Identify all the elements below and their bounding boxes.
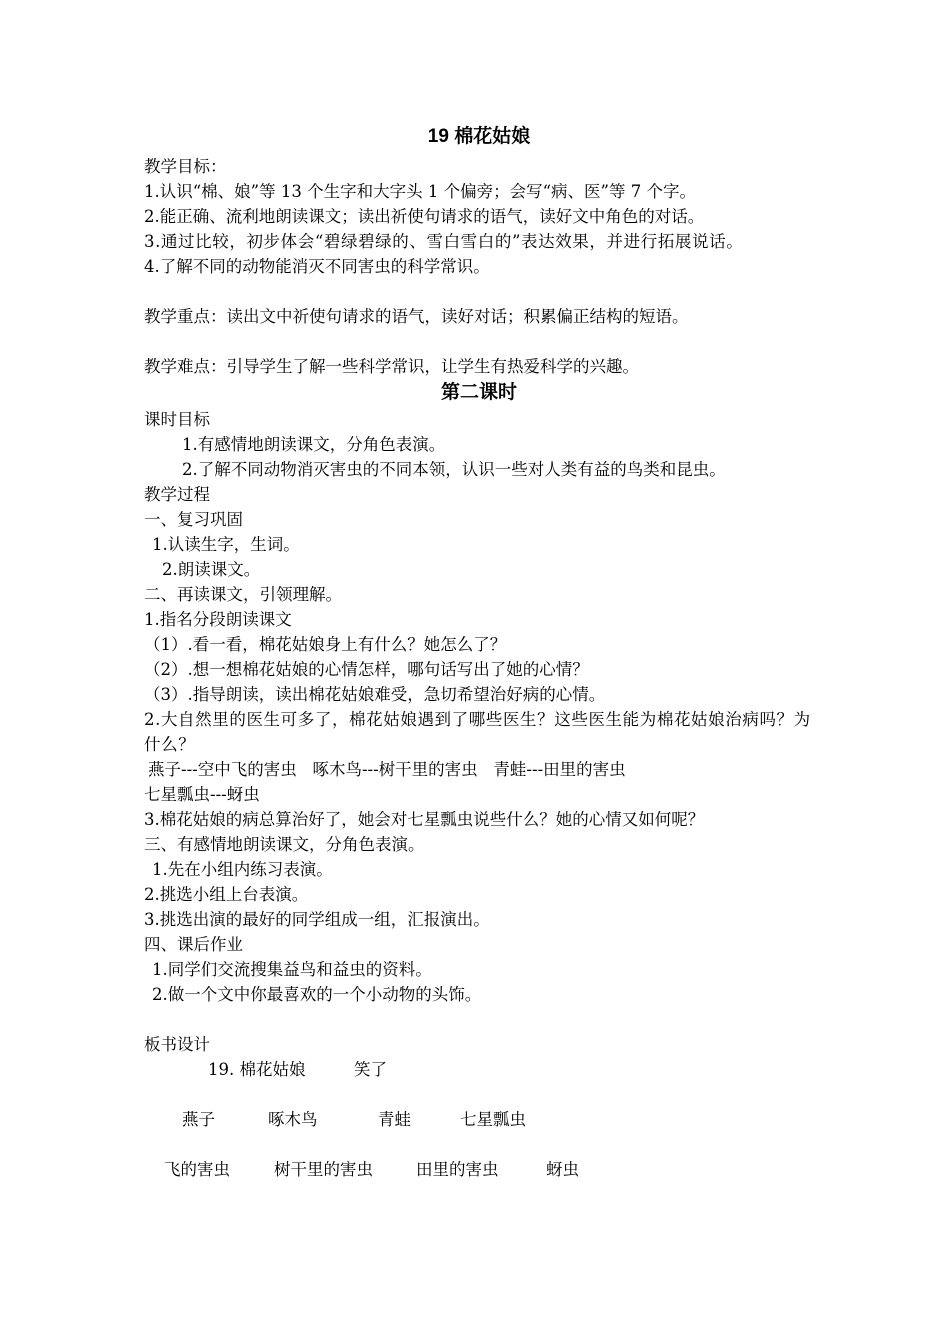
section-2-item-1: 1.指名分段朗读课文 [144,610,292,629]
board-smile: 笑了 [354,1060,387,1079]
spacer [144,329,814,354]
goal-item-4: 4.了解不同的动物能消灭不同害虫的科学常识。 [144,257,490,276]
board-title-row [144,1057,814,1082]
board-heading: 板书设计 [144,1035,210,1054]
section-2-item-2: 2.大自然里的医生可多了，棉花姑娘遇到了哪些医生？这些医生能为棉花姑娘治病吗？为什么？ [144,710,811,754]
goal-item-2: 2.能正确、流利地朗读课文；读出祈使句请求的语气，读好文中角色的对话。 [144,207,705,226]
lesson-goal-heading: 课时目标 [144,410,210,429]
goal-item-3: 3.通过比较，初步体会“碧绿碧绿的、雪白雪白的”表达效果，并进行拓展说话。 [144,232,744,251]
section-1-item-1: 1.认读生字，生词。 [152,535,300,554]
board-animal: 啄木鸟 [268,1110,318,1129]
section-2-sub-2: （2）.想一想棉花姑娘的心情怎样，哪句话写出了她的心情？ [144,660,589,679]
document-title: 19 棉花姑娘 [427,126,531,147]
board-pests-row [144,1157,814,1182]
board-animals-row [144,1107,814,1132]
section-3-item-1: 1.先在小组内练习表演。 [152,860,333,879]
goal-item-1: 1.认识“棉、娘”等 13 个生字和大字头 1 个偏旁；会写“病、医”等 7 个字。 [144,182,696,201]
section-1-item-2: 2.朗读课文。 [162,560,261,579]
board-pest: 蚜虫 [546,1160,579,1179]
section-4-item-2: 2.做一个文中你最喜欢的一个小动物的头饰。 [152,985,482,1004]
section-3-item-3: 3.挑选出演的最好的同学组成一组，汇报演出。 [144,910,490,929]
board-pest: 田里的害虫 [416,1160,499,1179]
section-2-pairs-1: 燕子---空中飞的害虫 啄木鸟---树干里的害虫 青蛙---田里的害虫 [148,760,626,779]
board-animal: 燕子 [182,1110,215,1129]
board-pest: 树干里的害虫 [274,1160,373,1179]
section-4-heading: 四、课后作业 [144,935,243,954]
section-2-heading: 二、再读课文，引领理解。 [144,585,342,604]
document-page [144,120,814,1182]
spacer [144,1007,814,1032]
board-animal: 七星瓢虫 [460,1110,526,1129]
process-heading: 教学过程 [144,485,210,504]
key-point: 教学重点：读出文中祈使句请求的语气，读好对话；积累偏正结构的短语。 [144,307,689,326]
lesson-goal-item-2: 2.了解不同动物消灭害虫的不同本领，认识一些对人类有益的鸟类和昆虫。 [182,460,726,479]
section-2-item-3: 3.棉花姑娘的病总算治好了，她会对七星瓢虫说些什么？她的心情又如何呢？ [144,810,705,829]
difficulty: 教学难点：引导学生了解一些科学常识，让学生有热爱科学的兴趣。 [144,357,639,376]
board-pest: 飞的害虫 [164,1160,230,1179]
section-2-sub-1: （1）.看一看，棉花姑娘身上有什么？她怎么了？ [144,635,507,654]
section-4-item-1: 1.同学们交流搜集益鸟和益虫的资料。 [152,960,432,979]
spacer [144,1082,814,1107]
board-title: 19. 棉花姑娘 [208,1060,306,1079]
spacer [144,279,814,304]
section-3-heading: 三、有感情地朗读课文，分角色表演。 [144,835,425,854]
goals-heading: 教学目标： [144,157,227,176]
section-2-sub-3: （3）.指导朗读，读出棉花姑娘难受，急切希望治好病的心情。 [144,685,606,704]
spacer [144,1132,814,1157]
section-2-pairs-2: 七星瓢虫---蚜虫 [144,785,260,804]
section-3-item-2: 2.挑选小组上台表演。 [144,885,309,904]
board-animal: 青蛙 [378,1110,411,1129]
section-1-heading: 一、复习巩固 [144,510,243,529]
lesson-title: 第二课时 [440,382,517,403]
lesson-goal-item-1: 1.有感情地朗读课文，分角色表演。 [182,435,446,454]
